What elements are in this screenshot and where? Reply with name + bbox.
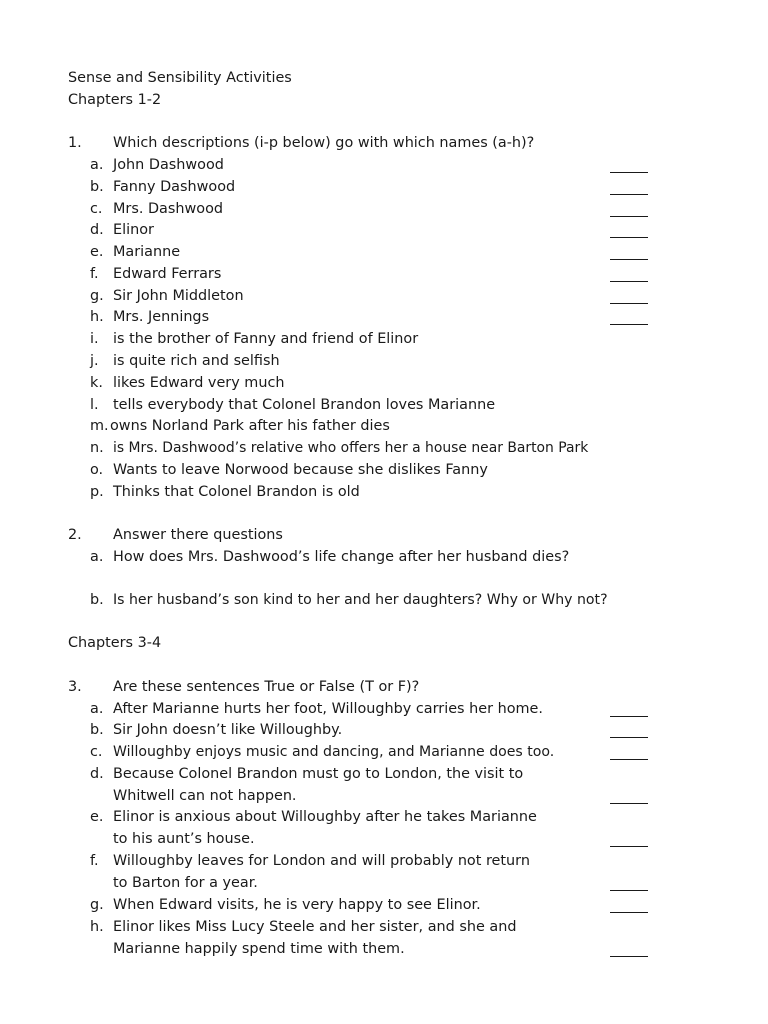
answer-blank[interactable] bbox=[610, 890, 648, 891]
description-item: likes Edward very much bbox=[113, 375, 285, 391]
statement-text: Willoughby enjoys music and dancing, and Marianne does too. bbox=[113, 744, 555, 760]
name-item: Elinor bbox=[113, 222, 154, 238]
list-item-letter: f. bbox=[90, 266, 99, 282]
list-item-letter: f. bbox=[90, 853, 99, 869]
list-item-letter: a. bbox=[90, 549, 104, 565]
answer-blank[interactable] bbox=[610, 324, 648, 325]
name-item: John Dashwood bbox=[113, 157, 224, 173]
list-item-letter: b. bbox=[90, 592, 104, 608]
list-item-letter: j. bbox=[90, 353, 99, 369]
answer-blank[interactable] bbox=[610, 259, 648, 260]
name-item: Fanny Dashwood bbox=[113, 179, 236, 195]
description-item: is Mrs. Dashwood’s relative who offers her a house near Barton Park bbox=[113, 440, 589, 456]
statement-text: Willoughby leaves for London and will probably not return bbox=[113, 853, 530, 869]
question-number: 1. bbox=[68, 135, 82, 151]
description-item: Thinks that Colonel Brandon is old bbox=[113, 484, 360, 500]
statement-text-continued: to Barton for a year. bbox=[113, 875, 258, 891]
answer-blank[interactable] bbox=[610, 846, 648, 847]
question-text: Are these sentences True or False (T or F)? bbox=[113, 679, 420, 695]
section-heading-chapters-3-4: Chapters 3-4 bbox=[68, 635, 162, 651]
answer-blank[interactable] bbox=[610, 737, 648, 738]
statement-text: Sir John doesn’t like Willoughby. bbox=[113, 722, 343, 738]
section-heading-chapters-1-2: Chapters 1-2 bbox=[68, 92, 162, 108]
list-item-letter: g. bbox=[90, 288, 104, 304]
statement-text: Elinor likes Miss Lucy Steele and her sister, and she and bbox=[113, 919, 517, 935]
statement-text: Because Colonel Brandon must go to London, the visit to bbox=[113, 766, 524, 782]
description-item: is the brother of Fanny and friend of Elinor bbox=[113, 331, 419, 347]
list-item-letter: a. bbox=[90, 701, 104, 717]
statement-text-continued: Whitwell can not happen. bbox=[113, 788, 297, 804]
statement-text: When Edward visits, he is very happy to see Elinor. bbox=[113, 897, 481, 913]
list-item-letter: o. bbox=[90, 462, 104, 478]
list-item-letter: a. bbox=[90, 157, 104, 173]
list-item-letter: l. bbox=[90, 397, 99, 413]
list-item-letter: d. bbox=[90, 222, 104, 238]
worksheet-title: Sense and Sensibility Activities bbox=[68, 70, 292, 86]
description-item: is quite rich and selfish bbox=[113, 353, 280, 369]
list-item-letter: k. bbox=[90, 375, 103, 391]
list-item-letter: h. bbox=[90, 919, 104, 935]
statement-text-continued: Marianne happily spend time with them. bbox=[113, 941, 405, 957]
name-item: Sir John Middleton bbox=[113, 288, 244, 304]
question-number: 2. bbox=[68, 527, 82, 543]
list-item-letter: d. bbox=[90, 766, 104, 782]
statement-text-continued: to his aunt’s house. bbox=[113, 831, 255, 847]
list-item-letter: h. bbox=[90, 309, 104, 325]
list-item-letter: g. bbox=[90, 897, 104, 913]
question-text: Answer there questions bbox=[113, 527, 283, 543]
list-item-letter: c. bbox=[90, 744, 103, 760]
list-item-letter: i. bbox=[90, 331, 99, 347]
answer-blank[interactable] bbox=[610, 172, 648, 173]
description-item: owns Norland Park after his father dies bbox=[110, 418, 390, 434]
answer-blank[interactable] bbox=[610, 194, 648, 195]
name-item: Marianne bbox=[113, 244, 181, 260]
description-item: tells everybody that Colonel Brandon loves Marianne bbox=[113, 397, 496, 413]
name-item: Mrs. Dashwood bbox=[113, 201, 224, 217]
name-item: Edward Ferrars bbox=[113, 266, 222, 282]
answer-blank[interactable] bbox=[610, 303, 648, 304]
list-item-letter: b. bbox=[90, 722, 104, 738]
answer-blank[interactable] bbox=[610, 216, 648, 217]
list-item-letter: e. bbox=[90, 809, 104, 825]
open-question: Is her husband’s son kind to her and her daughters? Why or Why not? bbox=[113, 592, 608, 608]
list-item-letter: m. bbox=[90, 418, 109, 434]
answer-blank[interactable] bbox=[610, 759, 648, 760]
answer-blank[interactable] bbox=[610, 803, 648, 804]
answer-blank[interactable] bbox=[610, 716, 648, 717]
answer-blank[interactable] bbox=[610, 912, 648, 913]
answer-blank[interactable] bbox=[610, 281, 648, 282]
question-text: Which descriptions (i-p below) go with which names (a-h)? bbox=[113, 135, 535, 151]
statement-text: Elinor is anxious about Willoughby after he takes Marianne bbox=[113, 809, 537, 825]
answer-blank[interactable] bbox=[610, 956, 648, 957]
list-item-letter: n. bbox=[90, 440, 104, 456]
list-item-letter: b. bbox=[90, 179, 104, 195]
list-item-letter: c. bbox=[90, 201, 103, 217]
list-item-letter: p. bbox=[90, 484, 104, 500]
statement-text: After Marianne hurts her foot, Willoughby carries her home. bbox=[113, 701, 543, 717]
open-question: How does Mrs. Dashwood’s life change after her husband dies? bbox=[113, 549, 570, 565]
name-item: Mrs. Jennings bbox=[113, 309, 210, 325]
list-item-letter: e. bbox=[90, 244, 104, 260]
answer-blank[interactable] bbox=[610, 237, 648, 238]
description-item: Wants to leave Norwood because she dislikes Fanny bbox=[113, 462, 488, 478]
question-number: 3. bbox=[68, 679, 82, 695]
